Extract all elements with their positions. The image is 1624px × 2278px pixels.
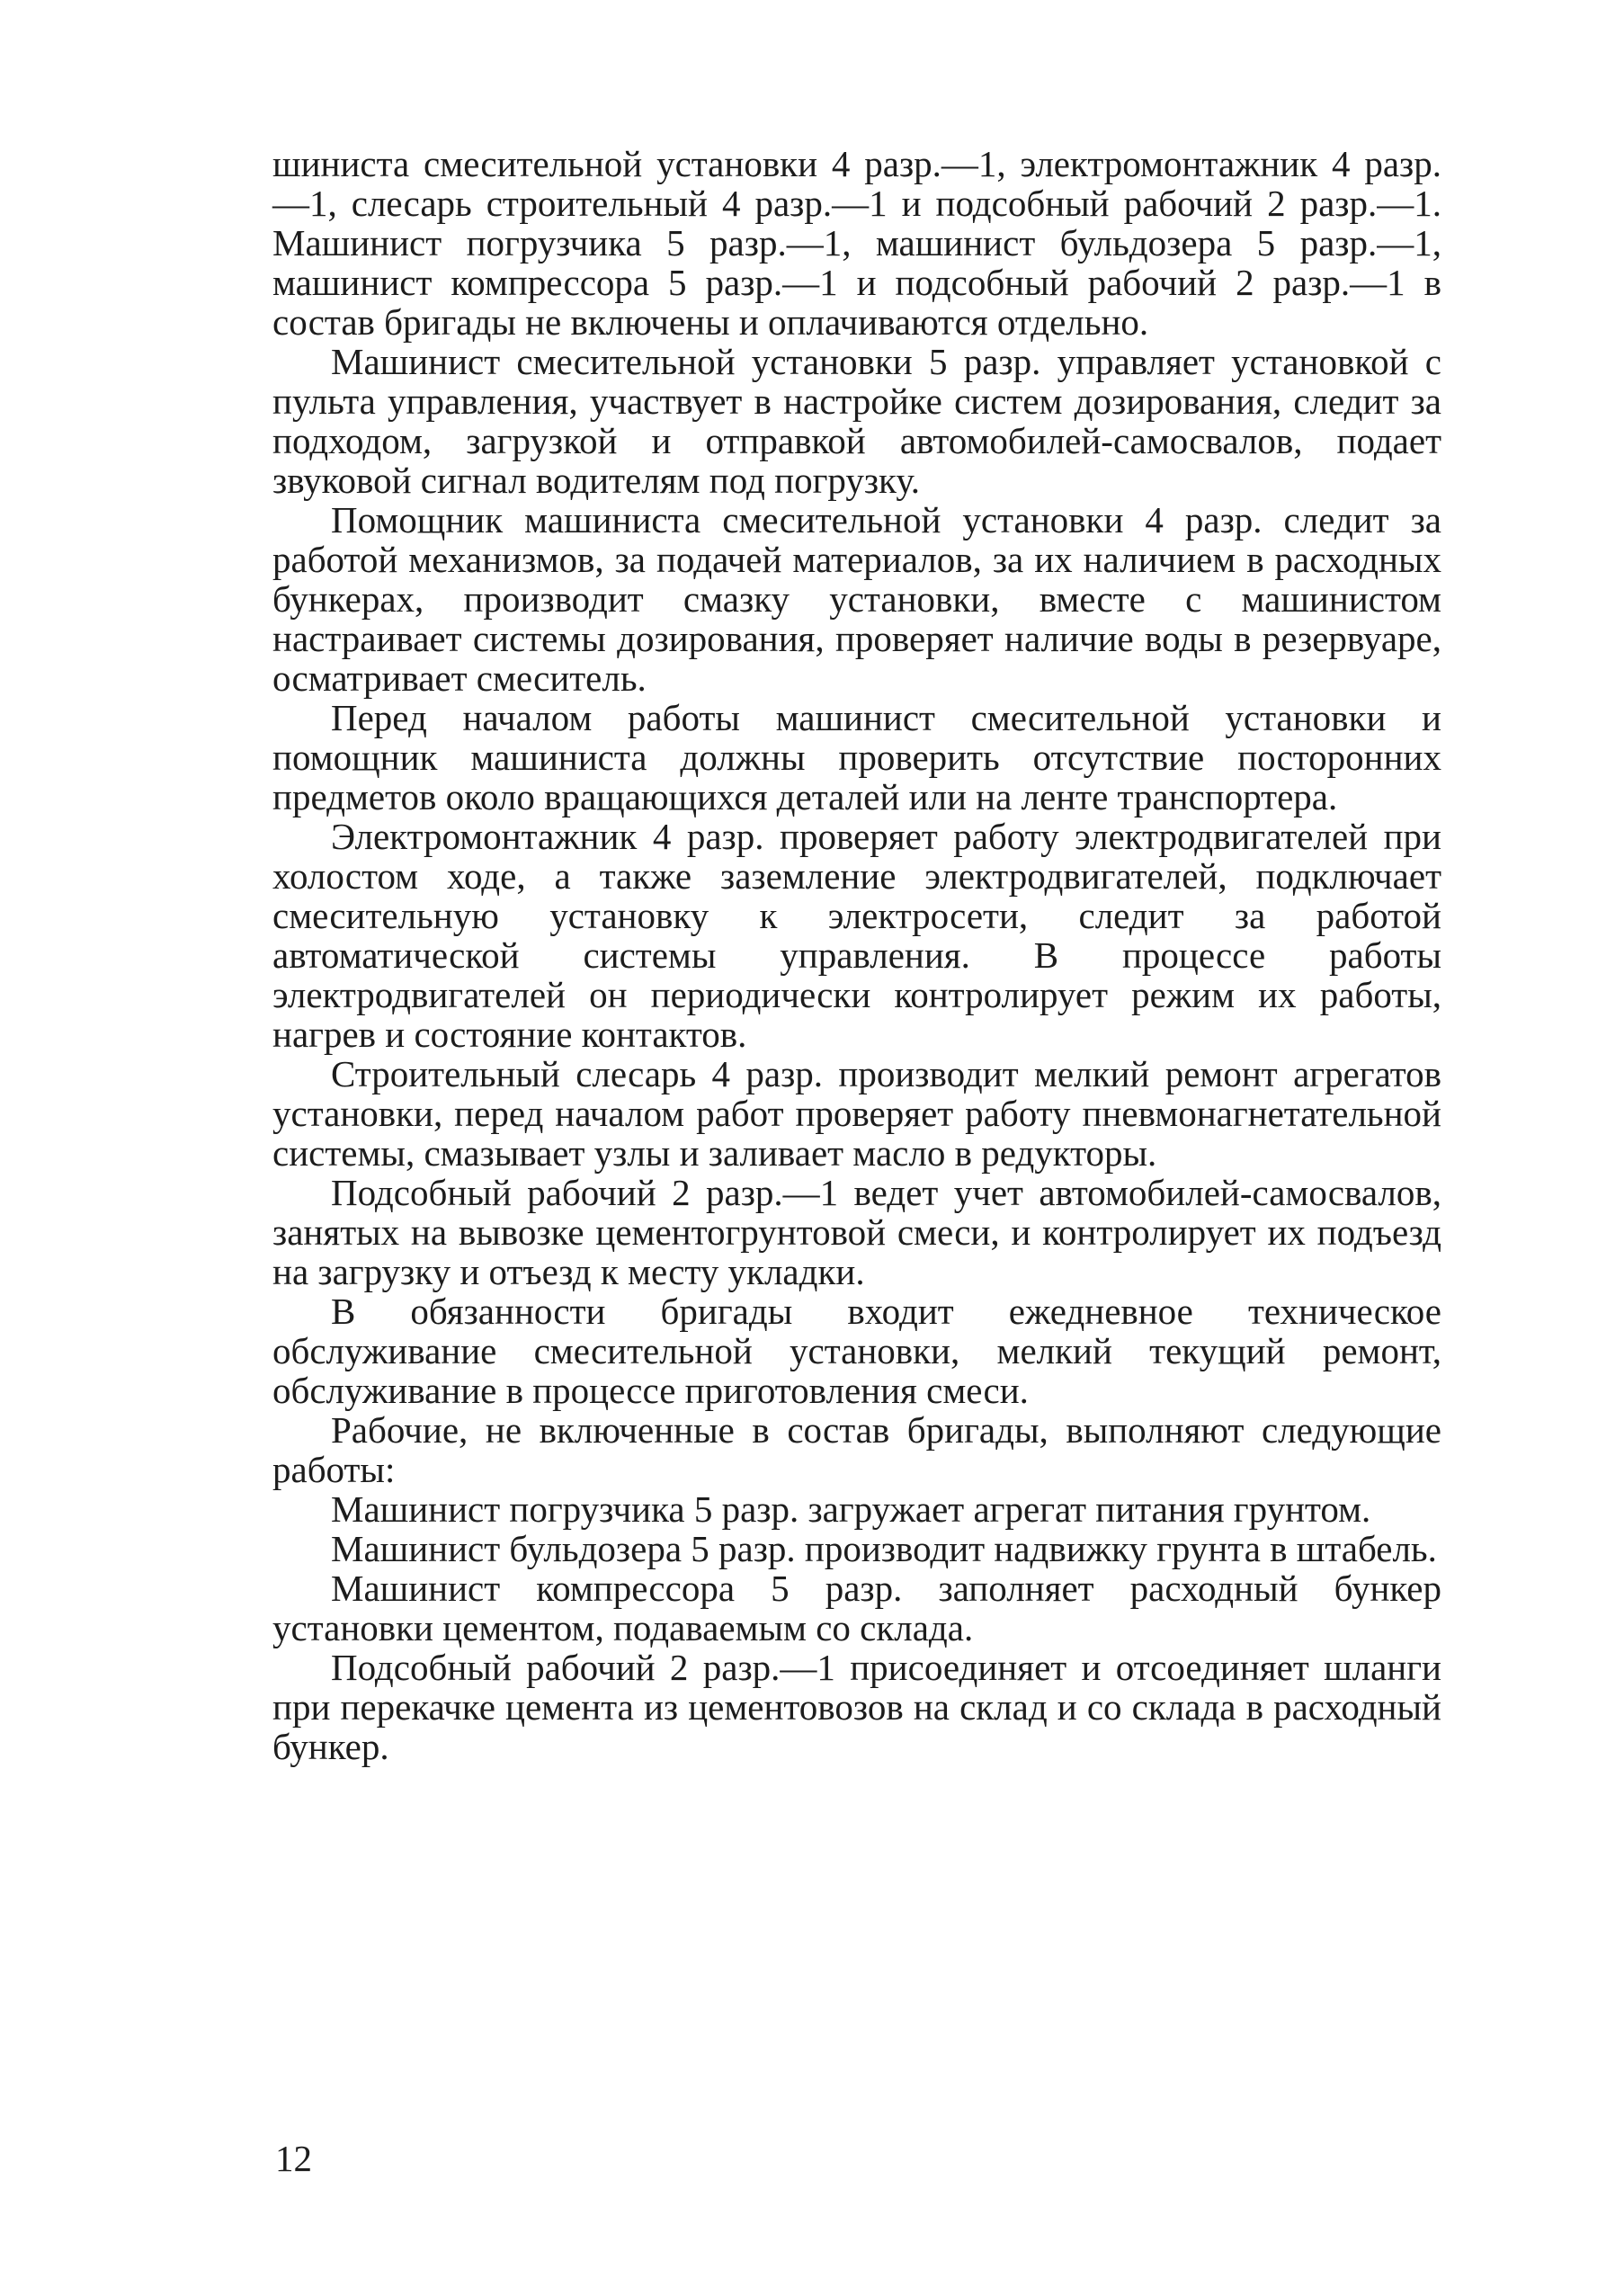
paragraph-assistant-duties: Помощник машиниста смесительной установки 4 разр. следит за работой механизмов, за подачей материалов, за их наличием в расходных бункерах, производит смазку установки, вместе с машинистом настраивает системы дозирования, проверяет наличие воды в резервуаре, осматривает смеситель. — [272, 499, 1441, 699]
page-number: 12 — [275, 2138, 312, 2179]
paragraph-fitter-duties: Строительный слесарь 4 разр. производит мелкий ремонт агрегатов установки, перед началом работ проверяет работу пневмонагнетательной системы, смазывает узлы и заливает масло в редукторы. — [272, 1053, 1441, 1174]
page-body — [272, 144, 1441, 1766]
paragraph-machinist-duties: Машинист смесительной установки 5 разр. управляет установкой с пульта управления, участвует в настройке систем дозирования, следит за подходом, загрузкой и отправкой автомобилей-самосвалов, подает звуковой сигнал водителям под погрузку. — [272, 341, 1441, 501]
paragraph-helper-hoses: Подсобный рабочий 2 разр.—1 присоединяет и отсоединяет шланги при перекачке цемента из цементовозов на склад и со склада в расходный бункер. — [272, 1647, 1441, 1767]
paragraph-compressor-operator: Машинист компрессора 5 разр. заполняет расходный бункер установки цементом, подаваемым со склада. — [272, 1568, 1441, 1648]
paragraph-electrician-duties: Электромонтажник 4 разр. проверяет работу электродвигателей при холостом ходе, а также заземление электродвигателей, подключает смесительную установку к электросети, следит за работой автоматической системы управления. В процессе работы электродвигателей он периодически контролирует режим их работы, нагрев и состояние контактов. — [272, 816, 1441, 1055]
paragraph-external-workers-intro: Рабочие, не включенные в состав бригады, выполняют следующие работы: — [272, 1409, 1441, 1490]
paragraph-pre-start-check: Перед началом работы машинист смесительной установки и помощник машиниста должны проверить отсутствие посторонних предметов около вращающихся деталей или на ленте транспортера. — [272, 697, 1441, 817]
paragraph-continuation: шиниста смесительной установки 4 разр.—1, электромонтажник 4 разр.—1, слесарь строительный 4 разр.—1 и подсобный рабочий 2 разр.—1. Машинист погрузчика 5 разр.—1, машинист бульдозера 5 разр.—1, машинист компрессора 5 разр.—1 и подсобный рабочий 2 разр.—1 в состав бригады не включены и оплачиваются отдельно. — [272, 143, 1441, 343]
paragraph-brigade-obligations: В обязанности бригады входит ежедневное техническое обслуживание смесительной установки, мелкий текущий ремонт, обслуживание в процессе приготовления смеси. — [272, 1291, 1441, 1411]
paragraph-loader-operator: Машинист погрузчика 5 разр. загружает агрегат питания грунтом. — [331, 1488, 1371, 1530]
paragraph-bulldozer-operator: Машинист бульдозера 5 разр. производит надвижку грунта в штабель. — [331, 1528, 1437, 1569]
paragraph-helper-accounting: Подсобный рабочий 2 разр.—1 ведет учет автомобилей-самосвалов, занятых на вывозке цементогрунтовой смеси, и контролирует их подъезд на загрузку и отъезд к месту укладки. — [272, 1172, 1441, 1292]
